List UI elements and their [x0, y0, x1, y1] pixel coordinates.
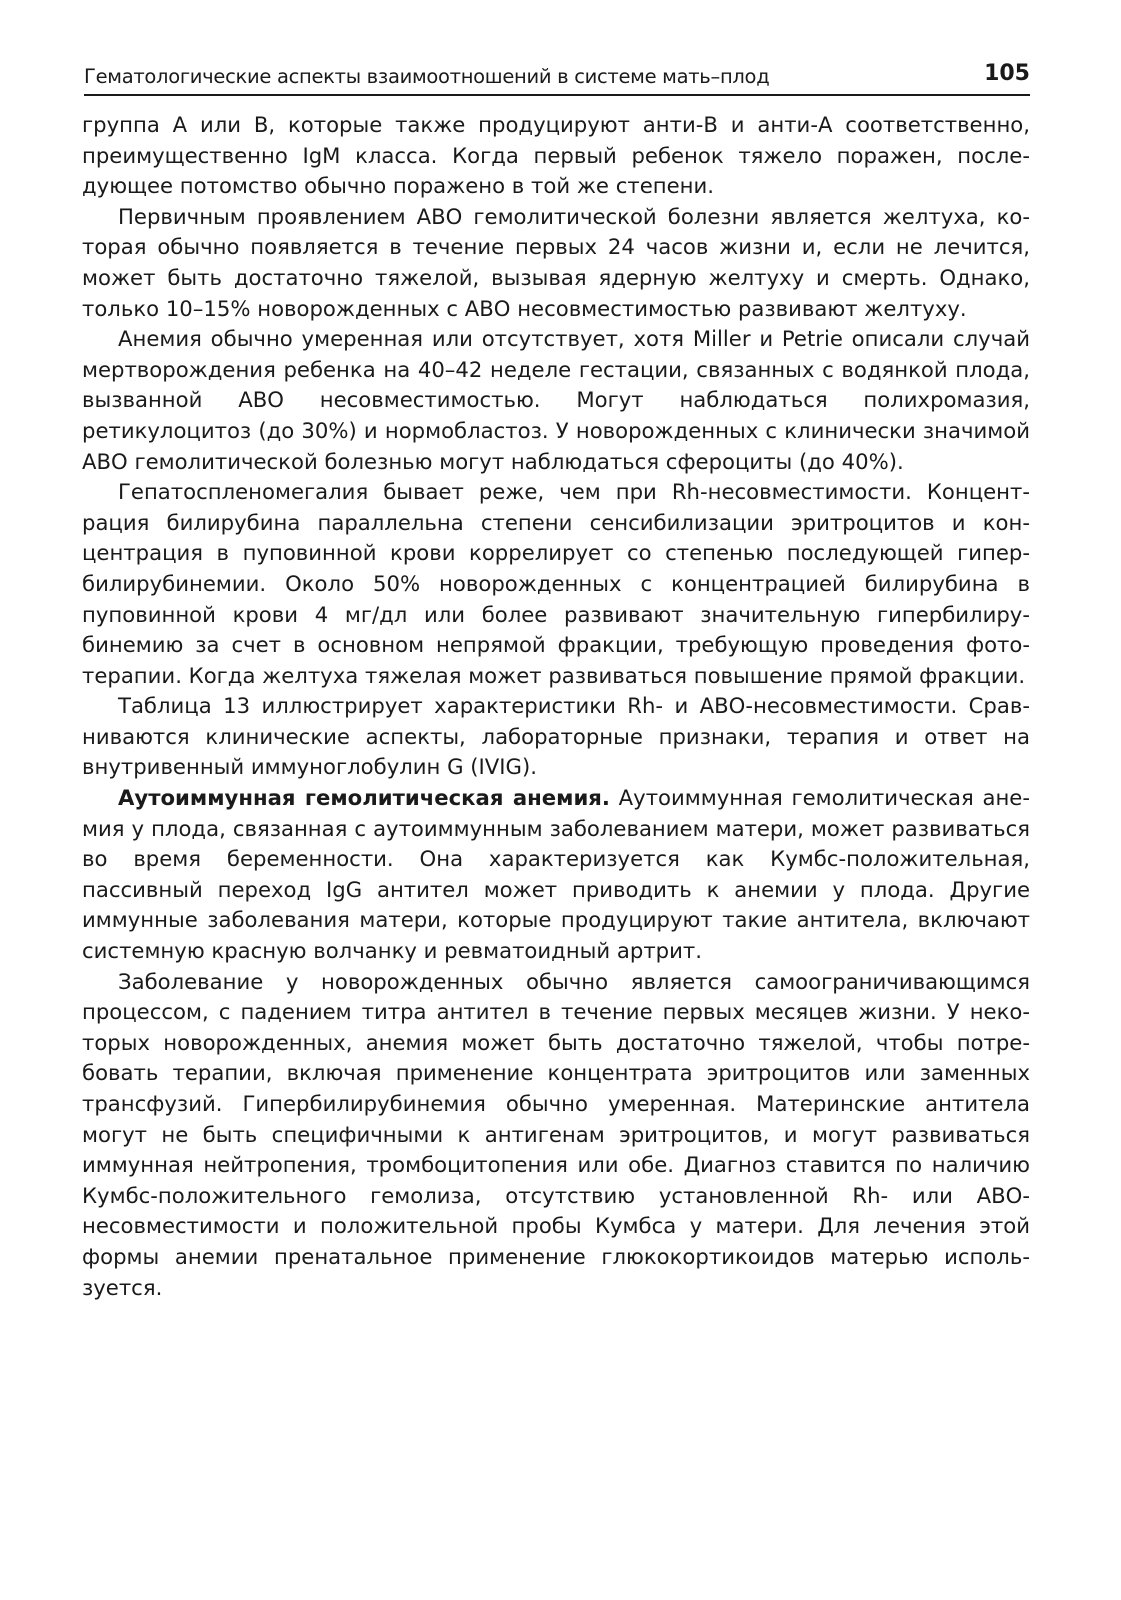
paragraph-2: Первичным проявлением АВО гемолитической болезни является желтуха, которая обычно появляется в течение первых 24 часов жизни и, если не лечится, может быть достаточно тяжелой, вызывая ядерную желтуху и смерть. Однако, только 10–15% новорожденных с АВО несовместимостью развивают желтуху.: [82, 203, 1030, 321]
run-in-heading: Аутоиммунная гемолитическая анемия.: [118, 785, 610, 811]
page-number: 105: [984, 61, 1030, 86]
paragraph-6-text: Аутоиммунная гемолитическая анемия у плода, связанная с аутоиммунным заболеванием матери, может развиваться во время беременности. Она характеризуется как Кумбс-положительная, пассивный переход IgG антител может приводить к анемии у плода. Другие иммунные заболевания матери, которые продуцируют такие антитела, включают системную красную волчанку и ревматоидный артрит.: [82, 785, 1030, 964]
paragraph-3: Анемия обычно умеренная или отсутствует, хотя Miller и Petrie описали случай мертворождения ребенка на 40–42 неделе гестации, связанных с водянкой плода, вызванной АВО несовместимостью. Могут наблюдаться полихромазия, ретикулоцитоз (до 30%) и нормобластоз. У новорожденных с клинически значимой АВО гемолитической болезнью могут наблюдаться сфероциты (до 40%).: [82, 326, 1030, 474]
page-header: [84, 50, 1030, 96]
running-title: Гематологические аспекты взаимоотношений в системе мать–плод: [84, 65, 770, 88]
body-text: [82, 110, 1030, 1303]
paragraph-5: Таблица 13 иллюстрирует характеристики Rh- и АВО-несовместимости. Сравниваются клинические аспекты, лабораторные признаки, терапия и ответ на внутривенный иммуноглобулин G (IVIG).: [82, 693, 1030, 780]
paragraph-6: [82, 783, 1030, 967]
paragraph-1: группа А или В, которые также продуцируют анти-В и анти-А соответственно, преимущественно IgM класса. Когда первый ребенок тяжело поражен, последующее потомство обычно поражено в той же степени.: [82, 112, 1030, 199]
paragraph-4: Гепатоспленомегалия бывает реже, чем при Rh-несовместимости. Концентрация билирубина параллельна степени сенсибилизации эритроцитов и концентрация в пуповинной крови коррелирует со степенью последующей гипербилирубинемии. Около 50% новорожденных с концентрацией билирубина в пуповинной крови 4 мг/дл или более развивают значительную гипербилирубинемию за счет в основном непрямой фракции, требующую проведения фототерапии. Когда желтуха тяжелая может развиваться повышение прямой фракции.: [82, 479, 1030, 688]
paragraph-7: Заболевание у новорожденных обычно является самоограничивающимся процессом, с падением титра антител в течение первых месяцев жизни. У некоторых новорожденных, анемия может быть достаточно тяжелой, чтобы потребовать терапии, включая применение концентрата эритроцитов или заменных трансфузий. Гипербилирубинемия обычно умеренная. Материнские антитела могут не быть специфичными к антигенам эритроцитов, и могут развиваться иммунная нейтропения, тромбоцитопения или обе. Диагноз ставится по наличию Кумбс-положительного гемолиза, отсутствию установленной Rh- или АВО-несовместимости и положительной пробы Кумбса у матери. Для лечения этой формы анемии пренатальное применение глюкокортикоидов матерью используется.: [82, 968, 1030, 1300]
